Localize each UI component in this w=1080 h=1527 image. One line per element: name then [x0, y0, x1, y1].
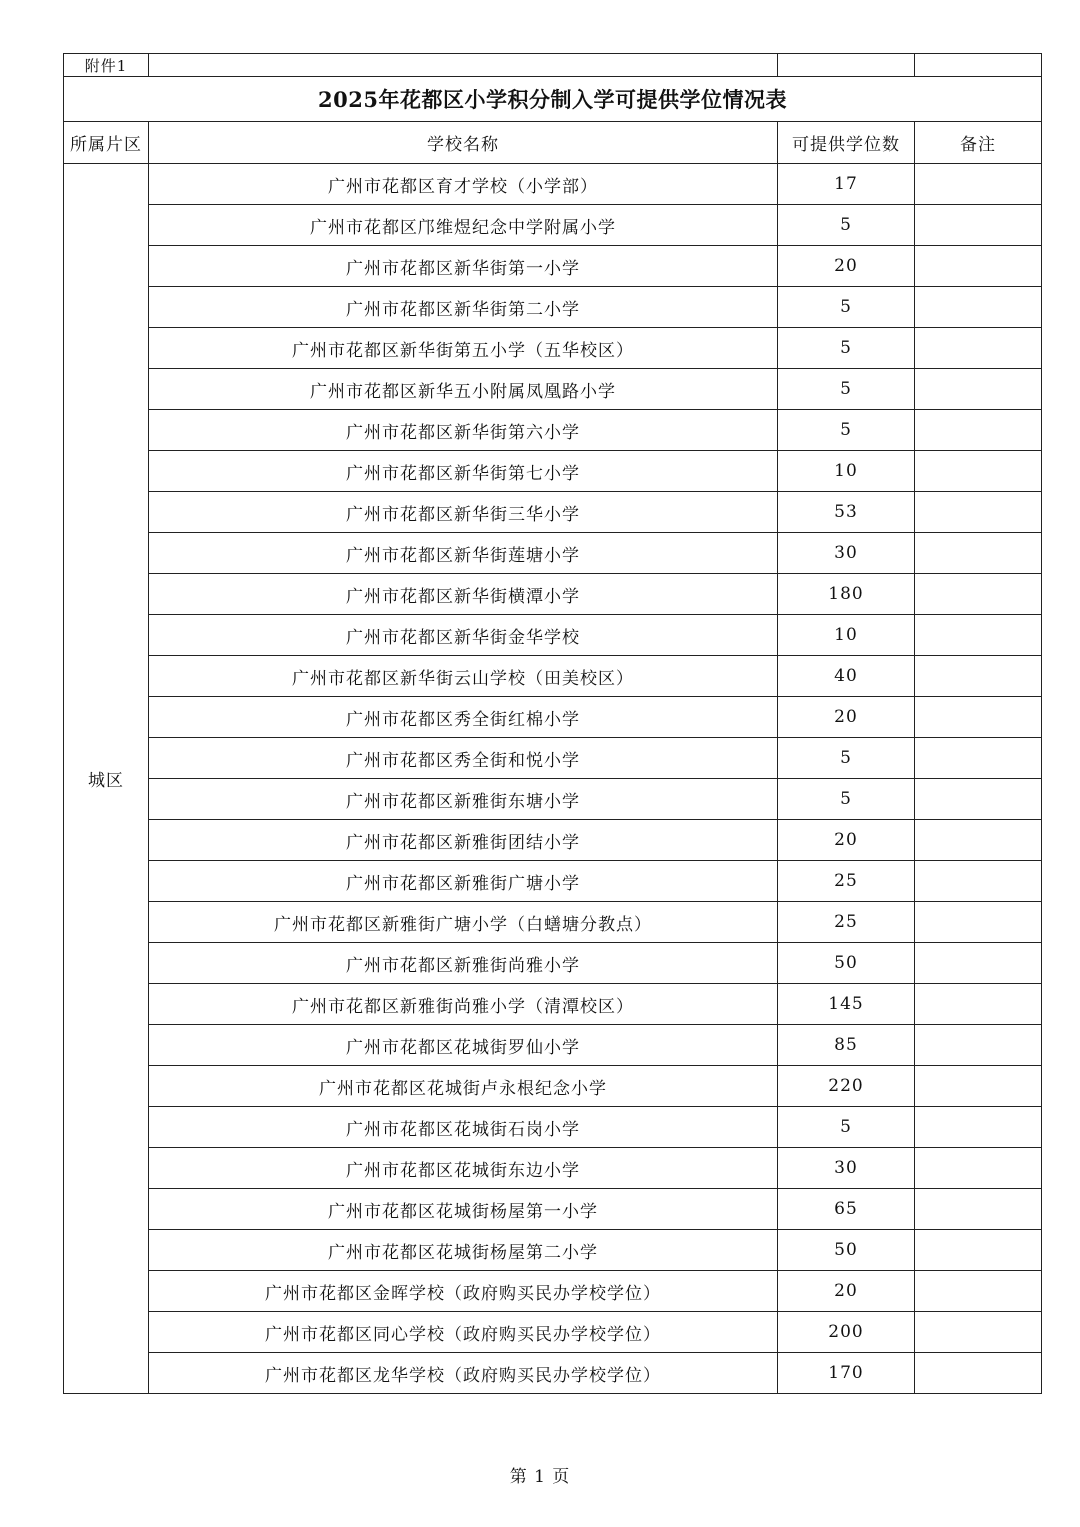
note-cell [915, 1066, 1042, 1107]
attachment-empty-cell [778, 54, 915, 77]
school-name-cell: 广州市花都区新华街横潭小学 [149, 574, 778, 615]
school-name-cell: 广州市花都区新雅街尚雅小学 [149, 943, 778, 984]
table-row [64, 164, 1042, 205]
seats-cell: 5 [778, 369, 915, 410]
seats-cell: 5 [778, 738, 915, 779]
table-row [64, 328, 1042, 369]
table-row [64, 574, 1042, 615]
school-name-cell: 广州市花都区新华街三华小学 [149, 492, 778, 533]
header-seats: 可提供学位数 [778, 122, 915, 164]
school-name-cell: 广州市花都区新雅街东塘小学 [149, 779, 778, 820]
seats-cell: 5 [778, 1107, 915, 1148]
allocation-table [63, 53, 1042, 1394]
header-row [64, 122, 1042, 164]
note-cell [915, 779, 1042, 820]
seats-cell: 53 [778, 492, 915, 533]
attachment-row [64, 54, 1042, 77]
table-row [64, 410, 1042, 451]
table-row [64, 1107, 1042, 1148]
attachment-label: 附件1 [64, 54, 149, 77]
table-row [64, 287, 1042, 328]
seats-cell: 20 [778, 1271, 915, 1312]
note-cell [915, 1230, 1042, 1271]
attachment-empty-cell [915, 54, 1042, 77]
table-row [64, 1025, 1042, 1066]
seats-cell: 170 [778, 1353, 915, 1394]
school-name-cell: 广州市花都区秀全街和悦小学 [149, 738, 778, 779]
note-cell [915, 492, 1042, 533]
note-cell [915, 205, 1042, 246]
attachment-empty-cell [149, 54, 778, 77]
table-row [64, 1271, 1042, 1312]
school-name-cell: 广州市花都区新华街莲塘小学 [149, 533, 778, 574]
table-row [64, 205, 1042, 246]
note-cell [915, 410, 1042, 451]
seats-cell: 85 [778, 1025, 915, 1066]
table-row [64, 902, 1042, 943]
note-cell [915, 902, 1042, 943]
seats-cell: 20 [778, 246, 915, 287]
school-name-cell: 广州市花都区新华街第一小学 [149, 246, 778, 287]
seats-cell: 25 [778, 861, 915, 902]
note-cell [915, 697, 1042, 738]
seats-cell: 50 [778, 943, 915, 984]
seats-cell: 145 [778, 984, 915, 1025]
table-row [64, 779, 1042, 820]
note-cell [915, 574, 1042, 615]
seats-cell: 5 [778, 205, 915, 246]
table-row [64, 1353, 1042, 1394]
note-cell [915, 820, 1042, 861]
school-name-cell: 广州市花都区新华街云山学校（田美校区） [149, 656, 778, 697]
seats-cell: 17 [778, 164, 915, 205]
table-title: 2025年花都区小学积分制入学可提供学位情况表 [64, 77, 1042, 122]
table-row [64, 943, 1042, 984]
school-name-cell: 广州市花都区新华街第二小学 [149, 287, 778, 328]
school-name-cell: 广州市花都区新雅街广塘小学 [149, 861, 778, 902]
seats-cell: 220 [778, 1066, 915, 1107]
note-cell [915, 369, 1042, 410]
table-row [64, 984, 1042, 1025]
table-row [64, 246, 1042, 287]
table-row [64, 369, 1042, 410]
seats-cell: 180 [778, 574, 915, 615]
school-name-cell: 广州市花都区育才学校（小学部） [149, 164, 778, 205]
note-cell [915, 246, 1042, 287]
note-cell [915, 984, 1042, 1025]
header-district: 所属片区 [64, 122, 149, 164]
note-cell [915, 1107, 1042, 1148]
table-row [64, 533, 1042, 574]
note-cell [915, 451, 1042, 492]
title-row [64, 77, 1042, 122]
seats-cell: 5 [778, 328, 915, 369]
school-name-cell: 广州市花都区邝维煜纪念中学附属小学 [149, 205, 778, 246]
seats-cell: 20 [778, 697, 915, 738]
school-name-cell: 广州市花都区同心学校（政府购买民办学校学位） [149, 1312, 778, 1353]
table-row [64, 697, 1042, 738]
seats-cell: 10 [778, 451, 915, 492]
school-name-cell: 广州市花都区花城街卢永根纪念小学 [149, 1066, 778, 1107]
school-name-cell: 广州市花都区新华街金华学校 [149, 615, 778, 656]
seats-cell: 40 [778, 656, 915, 697]
note-cell [915, 1148, 1042, 1189]
school-name-cell: 广州市花都区花城街东边小学 [149, 1148, 778, 1189]
table-row [64, 1148, 1042, 1189]
note-cell [915, 1025, 1042, 1066]
school-name-cell: 广州市花都区花城街杨屋第一小学 [149, 1189, 778, 1230]
seats-cell: 200 [778, 1312, 915, 1353]
note-cell [915, 1271, 1042, 1312]
school-name-cell: 广州市花都区金晖学校（政府购买民办学校学位） [149, 1271, 778, 1312]
note-cell [915, 1189, 1042, 1230]
note-cell [915, 738, 1042, 779]
school-name-cell: 广州市花都区花城街杨屋第二小学 [149, 1230, 778, 1271]
school-name-cell: 广州市花都区龙华学校（政府购买民办学校学位） [149, 1353, 778, 1394]
table-row [64, 615, 1042, 656]
seats-cell: 5 [778, 287, 915, 328]
note-cell [915, 1353, 1042, 1394]
header-school-name: 学校名称 [149, 122, 778, 164]
table-row [64, 656, 1042, 697]
note-cell [915, 656, 1042, 697]
table-row [64, 1189, 1042, 1230]
seats-cell: 20 [778, 820, 915, 861]
note-cell [915, 615, 1042, 656]
school-name-cell: 广州市花都区秀全街红棉小学 [149, 697, 778, 738]
school-name-cell: 广州市花都区花城街石岗小学 [149, 1107, 778, 1148]
school-name-cell: 广州市花都区新华五小附属凤凰路小学 [149, 369, 778, 410]
seats-cell: 50 [778, 1230, 915, 1271]
table-row [64, 820, 1042, 861]
school-name-cell: 广州市花都区新华街第五小学（五华校区） [149, 328, 778, 369]
page-number: 第 1 页 [509, 1467, 571, 1487]
school-name-cell: 广州市花都区新雅街团结小学 [149, 820, 778, 861]
table-row [64, 451, 1042, 492]
table-row [64, 738, 1042, 779]
table-row [64, 1230, 1042, 1271]
note-cell [915, 533, 1042, 574]
seats-cell: 10 [778, 615, 915, 656]
seats-cell: 5 [778, 779, 915, 820]
school-name-cell: 广州市花都区新雅街尚雅小学（清潭校区） [149, 984, 778, 1025]
school-name-cell: 广州市花都区花城街罗仙小学 [149, 1025, 778, 1066]
school-name-cell: 广州市花都区新华街第七小学 [149, 451, 778, 492]
table-row [64, 1066, 1042, 1107]
seats-cell: 5 [778, 410, 915, 451]
table-row [64, 1312, 1042, 1353]
seats-cell: 30 [778, 1148, 915, 1189]
note-cell [915, 1312, 1042, 1353]
school-name-cell: 广州市花都区新雅街广塘小学（白蟮塘分教点） [149, 902, 778, 943]
note-cell [915, 943, 1042, 984]
note-cell [915, 861, 1042, 902]
seats-cell: 25 [778, 902, 915, 943]
seats-cell: 30 [778, 533, 915, 574]
table-row [64, 861, 1042, 902]
note-cell [915, 328, 1042, 369]
note-cell [915, 287, 1042, 328]
table-row [64, 492, 1042, 533]
note-cell [915, 164, 1042, 205]
seats-cell: 65 [778, 1189, 915, 1230]
district-cell: 城区 [64, 164, 149, 1394]
header-note: 备注 [915, 122, 1042, 164]
school-name-cell: 广州市花都区新华街第六小学 [149, 410, 778, 451]
